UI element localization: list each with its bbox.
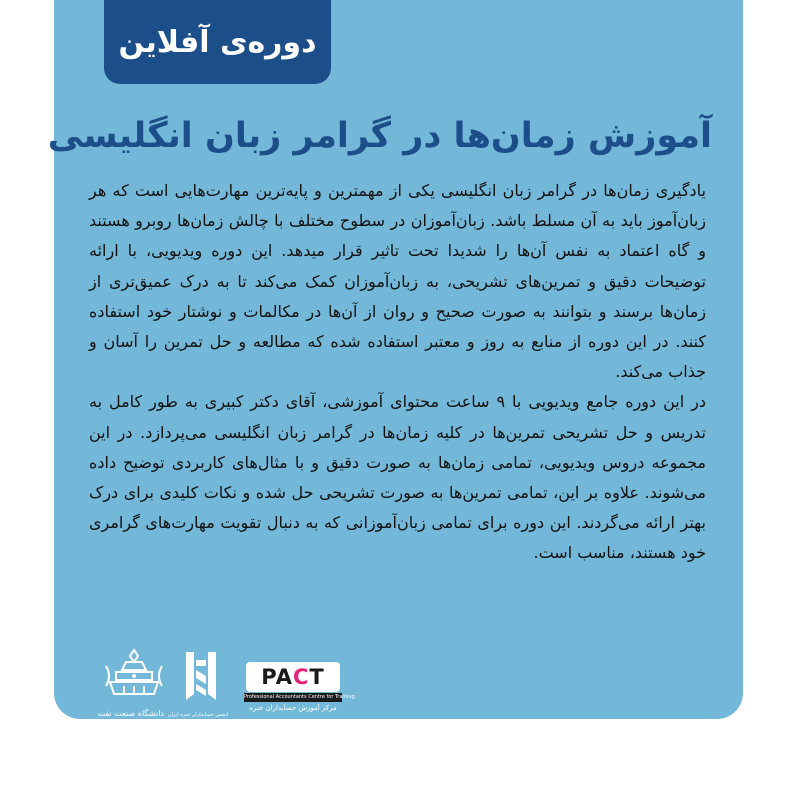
pact-letter-c: C: [292, 665, 310, 689]
course-description: [89, 176, 706, 569]
petroleum-university-logo: [97, 646, 164, 718]
pact-persian-caption: مرکز آموزش حسابداران خبره: [249, 704, 337, 712]
pact-letters-pa: PA: [261, 665, 293, 689]
partner-logos: [97, 646, 355, 718]
pact-subtitle: Professional Accountants Centre for Training: [244, 694, 355, 700]
accountants-association-emblem-icon: [180, 650, 222, 706]
petroleum-university-caption: دانشگاه صنعت نفت: [97, 709, 164, 718]
description-paragraph-1: یادگیری زمان‌ها در گرامر زبان انگلیسی یکی از مهمترین و پایه‌ترین مهارت‌هایی است که هر زبان‌آموز باید به آن مسلط باشد. زبان‌آموزان در سطوح مختلف با چالش زمان‌ها روبرو هستند و گاه اعتماد به نفس آن‌ها را شدیدا تحت تاثیر قرار میدهد. این دوره ویدیویی، با ارائه توضیحات دقیق و تمرین‌های تشریحی، به زبان‌آموزان کمک می‌کند تا به درک عمیق‌تری از زمان‌ها برسند و بتوانند به صورت صحیح و روان از آن‌ها در مکالمات و نوشتار خود استفاده کنند. در این دوره از منابع به روز و معتبر استفاده شده که مطالعه و حل تمرین را آسان و جذاب می‌کند.: [89, 181, 706, 382]
course-type-tag: [104, 0, 331, 84]
course-type-label: دوره‌ی آفلاین: [118, 24, 317, 60]
description-paragraph-2: در این دوره جامع ویدیویی با ۹ ساعت محتوای آموزشی، آقای دکتر کبیری به طور کامل به تدریس و حل تشریحی تمرین‌ها در کلیه زمان‌ها در گرامر زبان انگلیسی می‌پردازد. در این مجموعه دروس ویدیویی، تمامی زمان‌ها به صورت دقیق و با مثال‌های کاربردی توضیح داده می‌شوند. علاوه بر این، تمامی تمرین‌ها به صورت تشریحی حل شده و نکات کلیدی برای درک بهتر ارائه می‌گردند. این دوره برای تمامی زبان‌آموزانی که به دنبال تقویت مهارت‌های گرامری خود هستند، مناسب است.: [89, 392, 707, 563]
petroleum-university-emblem-icon: [104, 646, 164, 702]
pact-logo: [244, 662, 355, 718]
accountants-association-caption: انجمن حسابداران خبره ایران: [167, 712, 228, 718]
course-title: آموزش زمان‌ها در گرامر زبان انگلیسی: [47, 116, 712, 156]
pact-wordmark: [246, 662, 340, 692]
iranian-accountants-association-logo: [167, 650, 228, 718]
pact-letter-t: T: [309, 665, 325, 689]
